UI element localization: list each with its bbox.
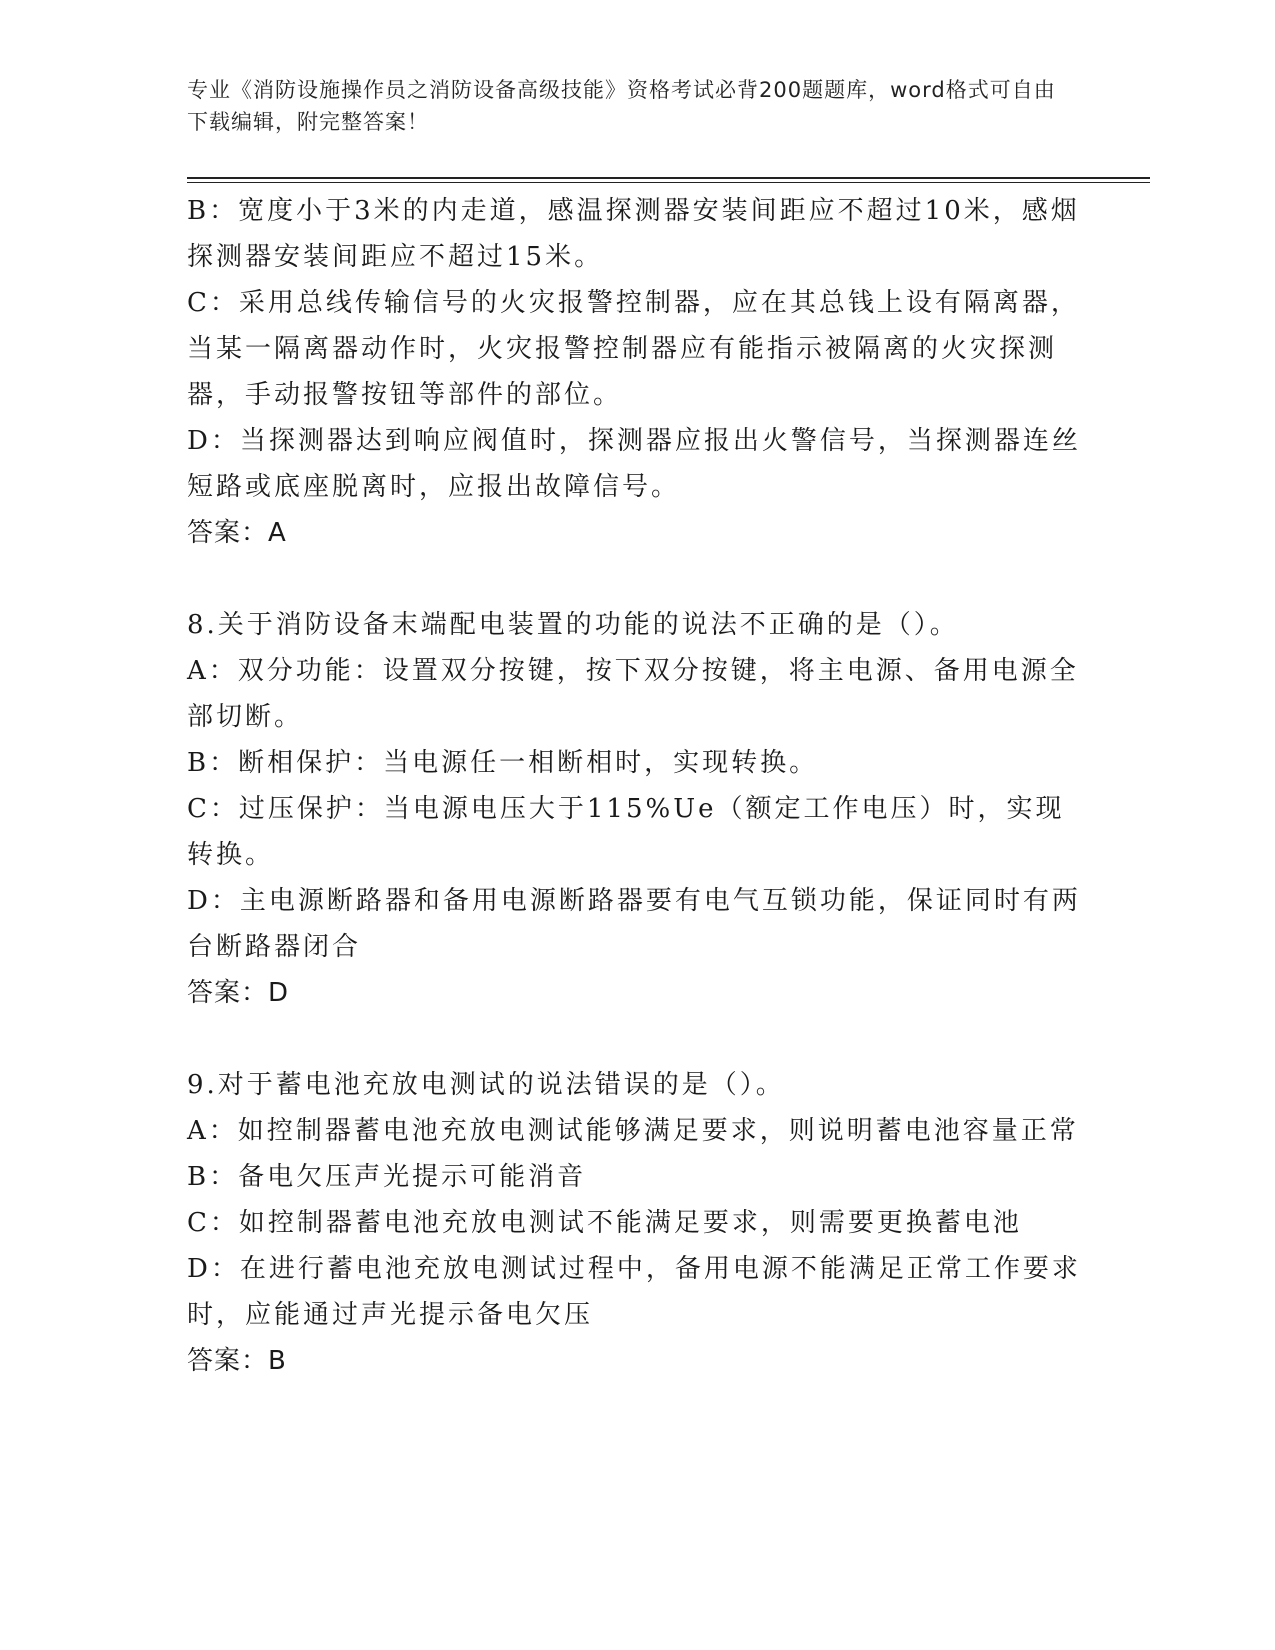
q9-answer: 答案：B bbox=[187, 1346, 287, 1376]
q8-option-b: B：断相保护：当电源任一相断相时，实现转换。 bbox=[187, 748, 819, 778]
prev-option-b: B：宽度小于3米的内走道，感温探测器安装间距应不超过10米，感烟探测器安装间距应不超过15米。 bbox=[187, 196, 1080, 272]
q9-option-d: D：在进行蓄电池充放电测试过程中，备用电源不能满足正常工作要求时，应能通过声光提示备电欠压 bbox=[187, 1254, 1081, 1330]
prev-option-c: C：采用总线传输信号的火灾报警控制器，应在其总钱上设有隔离器，当某一隔离器动作时，火灾报警控制器应有能指示被隔离的火灾探测器，手动报警按钮等部件的部位。 bbox=[187, 288, 1080, 410]
q8-answer: 答案：D bbox=[187, 978, 290, 1008]
q8-option-a: A：双分功能：设置双分按键，按下双分按键，将主电源、备用电源全部切断。 bbox=[187, 656, 1079, 732]
spacer bbox=[187, 1016, 1082, 1062]
q9-option-a: A：如控制器蓄电池充放电测试能够满足要求，则说明蓄电池容量正常 bbox=[187, 1116, 1079, 1146]
q8-option-d: D：主电源断路器和备用电源断路器要有电气互锁功能，保证同时有两台断路器闭合 bbox=[187, 886, 1081, 962]
prev-option-d: D：当探测器达到响应阀值时，探测器应报出火警信号，当探测器连丝短路或底座脱离时，应报出故障信号。 bbox=[187, 426, 1081, 502]
q9-question: 9.对于蓄电池充放电测试的说法错误的是（）。 bbox=[187, 1070, 785, 1100]
question-content bbox=[187, 188, 1082, 1384]
q9-option-b: B：备电欠压声光提示可能消音 bbox=[187, 1162, 587, 1192]
page-header: 专业《消防设施操作员之消防设备高级技能》资格考试必背200题题库，word格式可自由下载编辑，附完整答案！ bbox=[187, 78, 1056, 134]
q8-option-c: C：过压保护：当电源电压大于115%Ue（额定工作电压）时，实现转换。 bbox=[187, 794, 1065, 870]
prev-answer: 答案：A bbox=[187, 518, 287, 548]
header-divider-thin bbox=[187, 182, 1150, 183]
spacer bbox=[187, 556, 1082, 602]
header-divider bbox=[187, 177, 1150, 179]
q8-question: 8.关于消防设备末端配电装置的功能的说法不正确的是（）。 bbox=[187, 610, 959, 640]
q9-option-c: C：如控制器蓄电池充放电测试不能满足要求，则需要更换蓄电池 bbox=[187, 1208, 1022, 1238]
